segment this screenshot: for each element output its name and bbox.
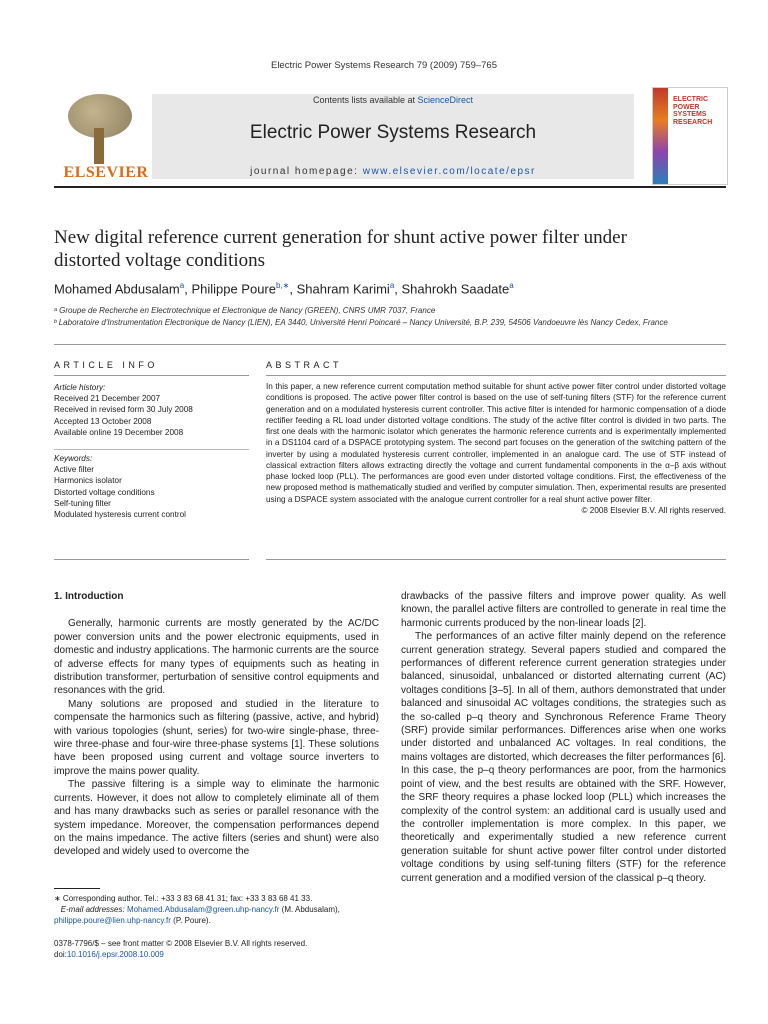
divider xyxy=(54,375,249,376)
history-heading: Article history: xyxy=(54,383,106,392)
history-item: Received 21 December 2007 xyxy=(54,394,161,404)
section-divider xyxy=(54,344,726,345)
email-link[interactable]: Mohamed.Abdusalam@green.uhp-nancy.fr xyxy=(126,905,280,914)
keyword: Self-tuning filter xyxy=(54,498,111,508)
contents-line xyxy=(152,95,634,105)
cover-stripe xyxy=(653,88,668,184)
author-name[interactable]: Shahrokh Saadate xyxy=(401,281,510,297)
article-history xyxy=(54,382,249,438)
paragraph: drawbacks of the passive filters and improve power quality. As well known, the parallel active filters are controlled to generate in real time the harmonic currents produced by the non-linear loads [2]. xyxy=(401,591,726,629)
divider xyxy=(266,559,726,560)
homepage-prefix: journal homepage: xyxy=(250,166,363,177)
divider xyxy=(54,559,249,560)
author-affiliation-mark: b,∗ xyxy=(276,281,290,290)
footnote-divider xyxy=(54,888,100,889)
journal-cover-image xyxy=(652,87,728,185)
cover-title: ELECTRIC POWER SYSTEMS RESEARCH xyxy=(673,96,713,127)
sciencedirect-link[interactable]: ScienceDirect xyxy=(417,95,474,105)
divider xyxy=(266,375,726,376)
footnote xyxy=(54,893,379,926)
email-owner: (M. Abdusalam), xyxy=(279,905,340,914)
email-link[interactable]: philippe.poure@lien.uhp-nancy.fr xyxy=(54,916,171,925)
header-divider xyxy=(54,186,726,188)
body-column-right xyxy=(401,590,726,885)
author-affiliation-mark: a xyxy=(179,281,185,290)
doi-prefix: doi: xyxy=(54,950,67,959)
keyword: Active filter xyxy=(54,465,95,475)
elsevier-logo xyxy=(50,88,150,184)
keyword: Harmonics isolator xyxy=(54,476,122,486)
keyword: Distorted voltage conditions xyxy=(54,487,155,497)
author-list: Mohamed Abdusalam$^a$, Philippe Poure$^{b,∗}$, Shahram Karimi$^a$, Shahrokh Saadate$^a$ xyxy=(54,281,514,297)
affiliation: ᵃ Groupe de Recherche en Electrotechnique et Electronique de Nancy (GREEN), CNRS UMR 7037, France xyxy=(54,306,436,315)
paragraph: Generally, harmonic currents are mostly generated by the AC/DC power conversion units and the power electronic equipments, used in domestic and industry applications. The harmonic currents are the source of adverse effects for many types of equipments such as heating in distribution transformer, perturbation of sensitive control equipments and resonances with the grid. xyxy=(54,618,379,697)
email-label: E-mail addresses: xyxy=(60,905,125,914)
paper-title: New digital reference current generation for shunt active power filter under distorted voltage conditions xyxy=(54,227,627,271)
paragraph: The performances of an active filter mainly depend on the reference current generation strategy. Several papers studied and compared the performances of different reference current generation strategies under balanced, sinusoidal, unbalanced or distorted alternating current (AC) voltages conditions [3–5]. In all of them, authors demonstrated that under balanced and sinusoidal AC voltages conditions, the strategies such as the so-called p–q theory and Synchronous Reference Frame Theory (SRF) provide similar performances. Differences arise when one works under distorted and unbalanced AC voltages. In real conditions, the mains voltages are distorted, which decreases the filter performances [6]. In this case, the p–q theory performances are poor, from the harmonics point of view, and the best results are obtained with the SRF. However, the SRF theory requires a phase locked loop (PLL) which increases the complexity of the control system: an additional card is usually used and the controller implementation is more complex. In this paper, we theoretically and experimentally studied a new reference current generation suitable for shunt active power filter control under distorted voltage conditions by using self-tuning filters (STF) for the reference current generation and a modified version of the classical p–q theory. xyxy=(401,631,726,884)
paragraph: The passive filtering is a simple way to eliminate the harmonic currents. However, it does not allow to completely eliminate all of them and has many drawbacks such as series or parallel resonance with the system impedance. Moreover, the compensation performances depend on the mains impedance. The active filters (series and shunt) were also developed and widely used to overcome the xyxy=(54,779,379,858)
page-footer xyxy=(54,938,307,960)
affiliation: ᵇ Laboratoire d'Instrumentation Electronique de Nancy (LIEN), EA 3440, Université Henri Poincaré – Nancy Université, B.P. 239, 54506 Vandoeuvre lès Nancy Cedex, France xyxy=(54,318,668,327)
contents-prefix: Contents lists available at xyxy=(312,95,418,105)
tree-trunk xyxy=(94,128,104,164)
publisher-logo-text: ELSEVIER xyxy=(63,164,149,181)
journal-citation: Electric Power Systems Research 79 (2009) 759–765 xyxy=(270,60,497,71)
author-name[interactable]: Mohamed Abdusalam xyxy=(54,281,180,297)
keywords-heading: Keywords: xyxy=(54,454,93,463)
keyword: Modulated hysteresis current control xyxy=(54,510,186,520)
author-name[interactable]: Philippe Poure xyxy=(191,281,276,297)
article-info-heading: ARTICLE INFO xyxy=(54,360,158,370)
homepage-link[interactable]: www.elsevier.com/locate/epsr xyxy=(362,166,536,177)
doi-link[interactable]: 10.1016/j.epsr.2008.10.009 xyxy=(66,950,164,959)
abstract-copyright: © 2008 Elsevier B.V. All rights reserved. xyxy=(581,505,726,515)
abstract-heading: ABSTRACT xyxy=(266,360,343,370)
history-item: Available online 19 December 2008 xyxy=(54,427,184,437)
issn-line: 0378-7796/$ – see front matter © 2008 Elsevier B.V. All rights reserved. xyxy=(54,939,308,948)
history-item: Accepted 13 October 2008 xyxy=(54,416,152,426)
journal-title: Electric Power Systems Research xyxy=(249,122,537,143)
journal-homepage xyxy=(152,166,634,177)
abstract-body xyxy=(266,381,726,516)
email-owner: (P. Poure). xyxy=(170,916,211,925)
abstract-text: In this paper, a new reference current computation method suitable for shunt active power filter control under distorted voltage conditions is proposed. The active power filter control is based on the use of self-tuning filters (STF) for the reference current generation and on a modulated hysteresis current controller. This active filter is intended for harmonic compensation of a diode rectifier feeding a RL load under distorted voltage conditions. The study of the active filter control is divided in two parts. The first one deals with the harmonic isolator which generates the harmonic reference currents and is experimentally implemented in a DS1104 card of a DSPACE prototyping system. The second part focuses on the generation of the switching pattern of the inverter by using a modulated hysteresis current controller, implemented in an analogue card. The use of STF instead of classical extraction filters allows extracting directly the voltage and current fundamental components in the α–β axis without phase locked loop (PLL). The performances are good even under distorted voltage conditions. First, the effectiveness of the new proposed method is mathematically studied and verified by computer simulation. Then, experimental results are presented using a DSPACE system associated with the analogue current controller for a real shunt active power filter. xyxy=(266,382,726,504)
divider xyxy=(54,449,249,450)
section-heading: 1. Introduction xyxy=(54,591,124,602)
author-affiliation-mark: a xyxy=(509,281,514,290)
body-column-left xyxy=(54,590,379,859)
keywords xyxy=(54,453,249,520)
corresponding-author-note: ∗ Corresponding author. Tel.: +33 3 83 68 41 31; fax: +33 3 83 68 41 33. xyxy=(54,894,313,903)
history-item: Received in revised form 30 July 2008 xyxy=(54,405,193,415)
author-affiliation-mark: a xyxy=(389,281,395,290)
paragraph: Many solutions are proposed and studied in the literature to compensate the harmonics such as filtering (passive, active, and hybrid) with various topologies (shunt, series) for two-wire single-phase, three-wire three-phase and four-wire three-phase systems [1]. These solutions have been proposed using current and voltage source inverters to improve the mains power quality. xyxy=(54,698,379,777)
author-name[interactable]: Shahram Karimi xyxy=(296,281,390,297)
